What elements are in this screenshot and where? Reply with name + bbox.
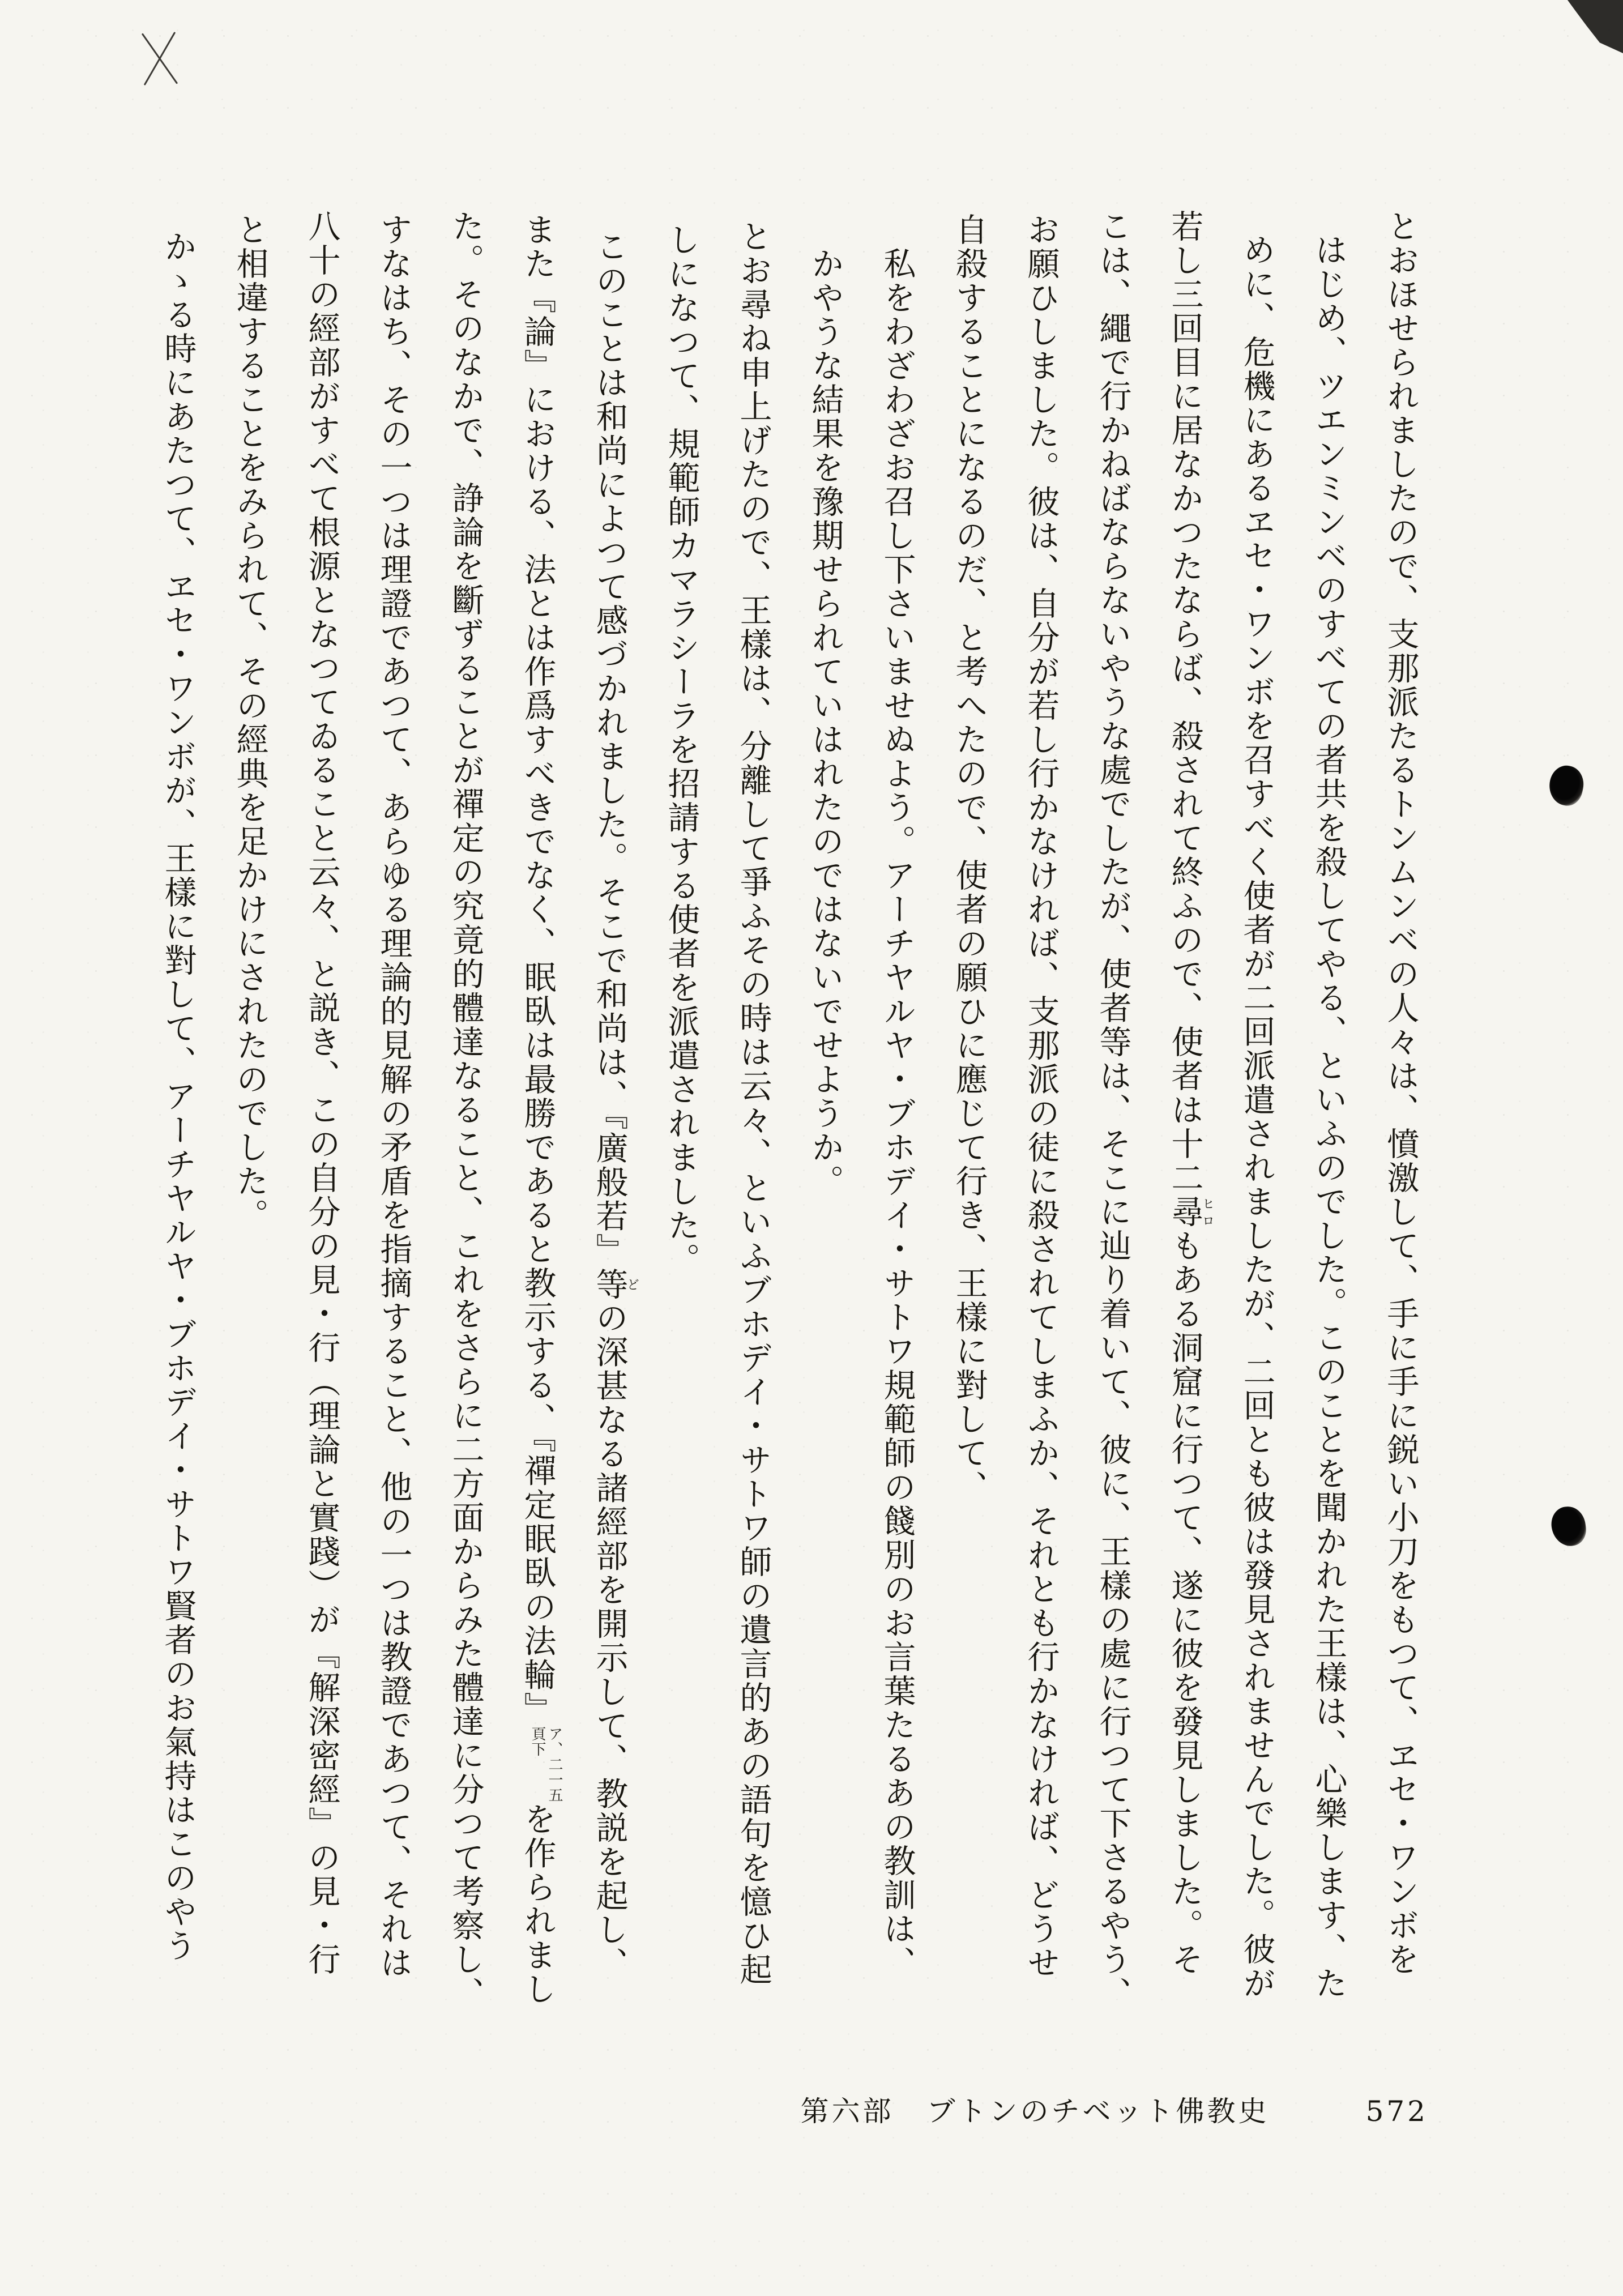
- handwritten-x-mark: [134, 33, 186, 85]
- text-column: かゝる時にあたつて、ヱセ・ワンボが、王樣に對して、アーチヤルヤ・ブホデイ・サトワ賢者のお氣持はこのやう: [159, 230, 197, 1963]
- text-column: しになつて、規範師カマラシーラを招請する使者を派遣されました。: [663, 223, 700, 1277]
- page-footer: [801, 2089, 1428, 2129]
- footer-section-label: 第六部: [800, 2095, 894, 2128]
- text-column: 若し三回目に居なかつたならば、殺されて終ふので、使者は十二尋ヒロもある洞窟に行つて、遂に彼を發見しました。そ: [1166, 210, 1215, 1977]
- ink-blot: [1549, 1504, 1588, 1548]
- text-column: かやうな結果を豫期せられていはれたのではないでせようか。: [806, 247, 844, 1198]
- text-column: 私をわざわざお召し下さいませぬよう。アーチヤルヤ・ブホデイ・サトワ規範師の餞別のお言葉たるあの教訓は、: [878, 247, 916, 1980]
- text-column: た。そのなかで、諍論を斷ずることが禪定の究竟的體達なること、これをさらに二方面からみた體達に分つて考察し、: [447, 210, 484, 2011]
- text-column: 八十の經部がすべて根源となつてゐること云々、と説き、この自分の見・行（理論と實踐）が『解深密經』の見・行: [303, 210, 340, 1977]
- footer-book-title: ブトンのチベット佛教史: [926, 2095, 1270, 2128]
- text-column: このことは和尚によつて感づかれました。そこで和尚は、『廣般若』等どの深甚なる諸經部を開示して、教説を起し、: [591, 230, 639, 1981]
- ink-blot: [1545, 763, 1587, 809]
- text-columns: [142, 210, 1436, 2050]
- margin-reference-note: ア、二一五頁下: [529, 1726, 563, 1803]
- text-column: こは、繩で行かねばならないやうな處でしたが、使者等は、そこに辿り着いて、彼に、王樣の處に行つて下さるやう、: [1094, 210, 1131, 2011]
- text-column: お願ひしました。彼は、自分が若し行かなければ、支那派の徒に殺されてしまふか、それとも行かなければ、どうせ: [1022, 213, 1060, 1980]
- scan-corner-smudge: [1568, 0, 1623, 53]
- text-column: はじめ、ツエンミンベのすべての者共を殺してやる、といふのでした。このことを聞かれた王樣は、心樂します、た: [1310, 233, 1347, 2000]
- text-column: すなはち、その一つは理證であつて、あらゆる理論的見解の矛盾を指摘すること、他の一つは教證であつて、それは: [375, 213, 412, 1980]
- text-column: と相違することをみられて、その經典を足かけにされたのでした。: [231, 213, 268, 1232]
- text-column: また『論』における、法とは作爲すべきでなく、眠臥は最勝であると教示する、『禪定眠臥の法輪』ア、二一五頁下を作られまし: [519, 213, 563, 2007]
- text-column: とおほせられましたので、支那派たるトンムンベの人々は、憤激して、手に手に鋭い小刀をもつて、ヱセ・ワンボを: [1382, 210, 1419, 1977]
- footer-page-number: 572: [1365, 2095, 1428, 2128]
- text-column: 自殺することになるのだ、と考へたので、使者の願ひに應じて行き、王樣に對して、: [950, 213, 988, 1504]
- text-column: めに、危機にあるヱセ・ワンボを召すべく使者が二回派遣されましたが、二回とも彼は發見されませんでした。彼が: [1238, 233, 1275, 2000]
- text-column: とお尋ね申上げたので、王樣は、分離して爭ふその時は云々、といふブホデイ・サトワ師の遺言的あの語句を憶ひ起: [734, 220, 772, 1987]
